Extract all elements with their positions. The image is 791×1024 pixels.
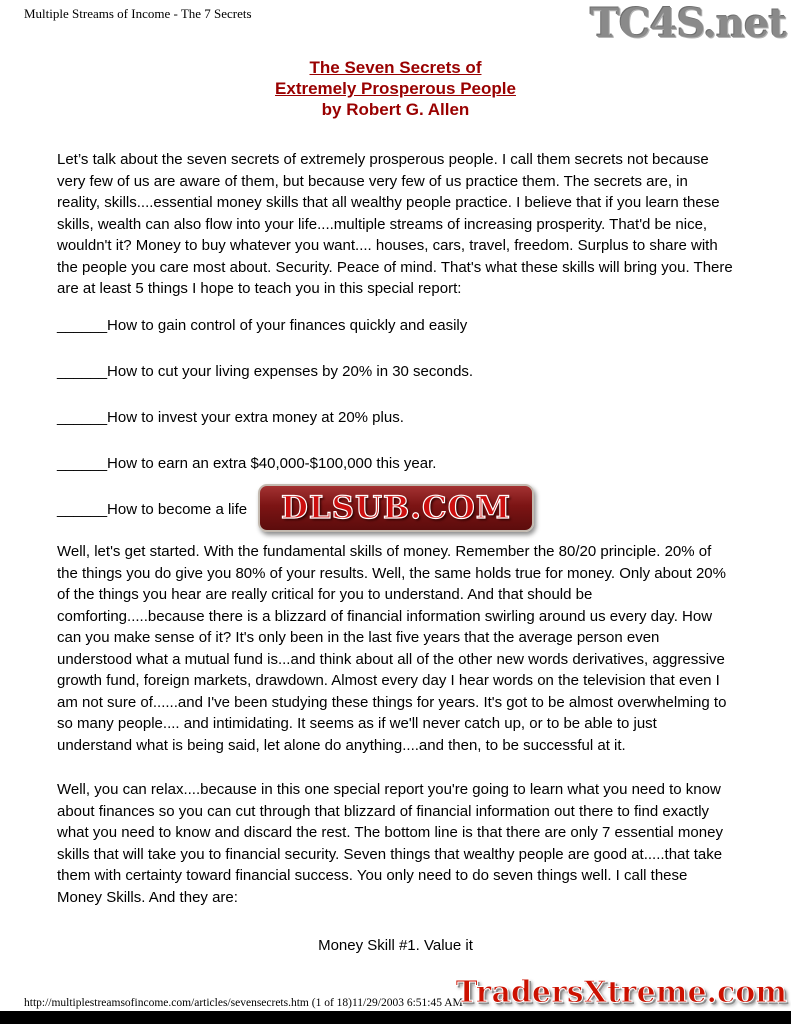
list-item-earn-extra: ______How to earn an extra $40,000-$100,000 this year. bbox=[57, 454, 437, 472]
list-item-cut-expenses: ______How to cut your living expenses by 20% in 30 seconds. bbox=[57, 362, 474, 380]
paragraph-intro: Let’s talk about the seven secrets of extremely prosperous people. I call them secrets not because very few of us are aware of them, but because very few of us practice them. The secrets are, in reality, skills....essential money skills that all wealthy people practice. I believe that if you learn these skills, wealth can also flow into your life....multiple streams of increasing prosperity. That'd be nice, wouldn't it? Money to buy whatever you want.... houses, cars, travel, freedom. Surplus to share with the people you care most about. Security. Peace of mind. That's what these skills will bring you. There are at least 5 things I hope to teach you in this special report: bbox=[57, 151, 733, 297]
paragraph-money-skills: Well, let's get started. With the fundamental skills of money. Remember the 80/20 principle. 20% of the things you do give you 80% of your results. Well, the same holds true for money. Only about 20% of the things you hear are really critical for you to understand. And that should be comforting.....because there is a blizzard of financial information swirling around us every day. How can you make sense of it? It's only been in the last five years that the average person even understood what a mutual fund is...and think about all of the other new words derivatives, aggressive growth fund, foreign markets, drawdown. Almost every day I hear words on the television that even I am not sure of......and I've been studying these things for years. It's got to be almost overwhelming to so many people.... and intimidating. It seems as if we'll never catch up, or to be able to just understand what is being said, let alone do anything....and then, to be successful at it. bbox=[57, 543, 727, 754]
footer-url-line: http://multiplestreamsofincome.com/articles/sevensecrets.htm (1 of 18)11/29/2003 6:51:45 AM bbox=[24, 997, 463, 1009]
title-byline: by Robert G. Allen bbox=[321, 100, 470, 119]
title-line-2: Extremely Prosperous People bbox=[275, 79, 516, 98]
title-block bbox=[57, 57, 734, 120]
list-item-invest-extra: ______How to invest your extra money at 20% plus. bbox=[57, 408, 404, 426]
title-line-1: The Seven Secrets of bbox=[309, 58, 482, 77]
tradersxtreme-watermark-logo: TradersXtreme.com bbox=[455, 975, 787, 1010]
money-skill-heading: Money Skill #1. Value it bbox=[318, 937, 473, 954]
document-header-title: Multiple Streams of Income - The 7 Secrets bbox=[24, 6, 252, 21]
list-item-gain-control: ______How to gain control of your finances quickly and easily bbox=[57, 316, 468, 334]
paragraph-relax: Well, you can relax....because in this one special report you're going to learn what you need to know about finances so you can cut through that blizzard of financial information out there to find exactly what you need to know and discard the rest. The bottom line is that there are only 7 essential money skills that will take you to financial security. Seven things that wealthy people are good at.....that take them with certainty toward financial success. You only need to do seven things well. I call these Money Skills. And they are: bbox=[57, 781, 723, 906]
dlsub-watermark-logo: DLSUB.COM bbox=[258, 484, 534, 532]
tc4s-watermark-logo: TC4S.net bbox=[590, 0, 786, 47]
list-item-become-life: ______How to become a life bbox=[57, 500, 248, 518]
bottom-black-bar bbox=[0, 1011, 791, 1024]
